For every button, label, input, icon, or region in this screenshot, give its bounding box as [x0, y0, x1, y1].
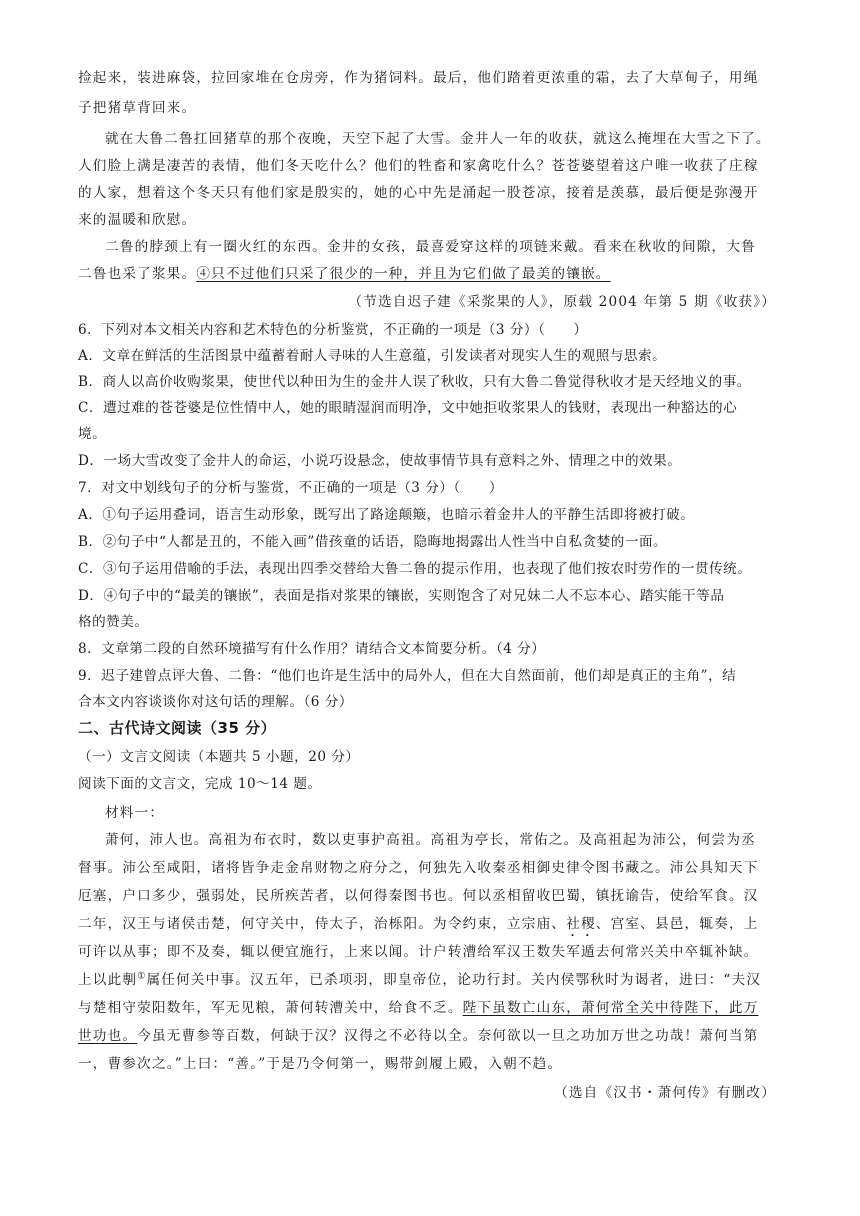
passage-line	[78, 996, 759, 1016]
passage-line	[78, 912, 759, 940]
passage-text: 属任何关中事。汉五年，已杀项羽，即皇帝位，论功行封。关内侯鄂秋时为谒者，进曰：“夫汉	[146, 972, 762, 988]
subsection-heading: （一）文言文阅读（本题共 5 小题，20 分）	[78, 749, 360, 765]
material-label: 材料一：	[105, 805, 165, 821]
emphasized-word: 社稷	[566, 916, 596, 932]
question-7: 7．对文中划线句子的分析与鉴赏，不正确的一项是（3 分）（ ）	[78, 480, 504, 496]
story-line: 人们脸上满是凄苦的表情，他们冬天吃什么？他们的牲畜和家禽吃什么？苍苍婆望着这户唯一收获了庄稼	[78, 158, 759, 174]
story-line: 子把猪草背回来。	[78, 100, 197, 116]
story-line: 来的温暖和欣慰。	[78, 212, 197, 228]
passage-line: 厄塞，户口多少，强弱处，民所疾苦者，以何得秦图书也。何以丞相留收巴蜀，镇抚谕告，使给军食。汉	[78, 888, 759, 904]
passage-text: 与楚相守荥阳数年，军无见粮，萧何转漕关中，给食不乏。	[78, 1000, 463, 1016]
underlined-sentence-cont: 世功也。	[78, 1028, 138, 1044]
passage-text: 上以此剸	[78, 972, 138, 988]
option-6c-cont: 境。	[78, 426, 107, 442]
story-line: 二鲁的脖颈上有一圈火红的东西。金井的女孩，最喜爱穿这样的项链来戴。看来在秋收的间隙，大鲁	[105, 239, 756, 255]
option-6d: D．一场大雪改变了金井人的命运，小说巧设悬念，使故事情节具有意料之外、情理之中的效果。	[78, 453, 682, 469]
question-9-cont: 合本文内容谈谈你对这句话的理解。（6 分）	[78, 694, 353, 710]
question-9: 9．迟子建曾点评大鲁、二鲁：“他们也许是生活中的局外人，但在大自然面前，他们却是真正的主角”，结	[78, 668, 737, 684]
story-line: 捡起来，装进麻袋，拉回家堆在仓房旁，作为猪饲料。最后，他们踏着更浓重的霜，去了大草甸子，用绳	[78, 70, 759, 86]
option-7d: D．④句子中的“最美的镶嵌”，表面是指对浆果的镶嵌，实则饱含了对兄妹二人不忘本心、踏实能干等品	[78, 588, 725, 604]
passage-text: 、宫室、县邑，辄奏，上	[595, 916, 759, 932]
story-text: 二鲁也采了浆果。	[78, 266, 197, 282]
story-line: 的人家，想着这个冬天只有他们家是殷实的，她的心中先是涌起一股苍凉，接着是羡慕，最后便是弥漫开	[78, 185, 759, 201]
question-6: 6．下列对本文相关内容和艺术特色的分析鉴赏，不正确的一项是（3 分）（ ）	[78, 322, 588, 338]
question-8: 8．文章第二段的自然环境描写有什么作用？请结合文本简要分析。（4 分）	[78, 641, 546, 657]
footnote-marker: ①	[137, 971, 147, 982]
option-7d-cont: 格的赞美。	[78, 614, 149, 630]
underlined-sentence: 陛下虽数亡山东，萧何常全关中待陛下，此万	[462, 1000, 759, 1016]
passage-text: 二年，汉王与诸侯击楚，何守关中，侍太子，治栎阳。为令约束，立宗庙、	[78, 916, 567, 932]
option-6b: B．商人以高价收购浆果，使世代以种田为生的金井人误了秋收，只有大鲁二鲁觉得秋收才是天经地义的事。	[78, 374, 751, 390]
passage-line: 一，曹参次之。”上曰：“善。”于是乃令何第一，赐带剑履上殿，入朝不趋。	[78, 1056, 563, 1072]
option-7c: C．③句子运用借喻的手法，表现出四季交替给大鲁二鲁的提示作用，也表现了他们按农时劳作的一贯传统。	[78, 561, 752, 577]
instruction: 阅读下面的文言文，完成 10～14 题。	[78, 776, 322, 792]
story-line: 就在大鲁二鲁扛回猪草的那个夜晚，天空下起了大雪。金井人一年的收获，就这么掩埋在大雪之下了。	[105, 131, 771, 147]
underlined-sentence-4: ④只不过他们只采了很少的一种，并且为它们做了最美的镶嵌。	[196, 266, 611, 282]
passage-line: 督事。沛公至咸阳，诸将皆争走金帛财物之府分之，何独先入收秦丞相御史律令图书藏之。沛公具知天下	[78, 860, 759, 876]
passage-text: 今虽无曹参等百数，何缺于汉？汉得之不必待以全。奈何欲以一旦之功加万世之功哉！萧何当第	[137, 1028, 759, 1044]
passage-line: 可许以从事；即不及奏，辄以便宜施行，上来以闻。计户转漕给军汉王数失军遁去何常兴关中卒辄补缺。	[78, 944, 759, 960]
option-7a: A．①句子运用叠词，语言生动形象，既写出了路途颠簸，也暗示着金井人的平静生活即将被打破。	[78, 507, 695, 523]
story-source: （节选自迟子建《采浆果的人》，原载 2004 年第 5 期《收获》）	[348, 294, 776, 310]
passage-line: 萧何，沛人也。高祖为布衣时，数以吏事护高祖。高祖为亭长，常佑之。及高祖起为沛公，何尝为丞	[105, 832, 756, 848]
passage-line	[78, 1024, 759, 1044]
option-6a: A．文章在鲜活的生活图景中蕴蓄着耐人寻味的人生意蕴，引发读者对现实人生的观照与思索。	[78, 348, 667, 364]
story-line	[78, 262, 611, 282]
option-6c: C．遭过难的苍苍婆是位性情中人，她的眼睛湿润而明净，文中她拒收浆果人的钱财，表现出一种豁达的心	[78, 400, 738, 416]
passage-line	[78, 968, 761, 988]
passage-source: （选自《汉书・萧何传》有删改）	[554, 1085, 776, 1101]
option-7b: B．②句子中“人都是丑的，不能入画”借孩童的话语，隐晦地揭露出人性当中自私贪婪的一面。	[78, 534, 668, 550]
section-heading: 二、古代诗文阅读（35 分）	[78, 719, 277, 737]
